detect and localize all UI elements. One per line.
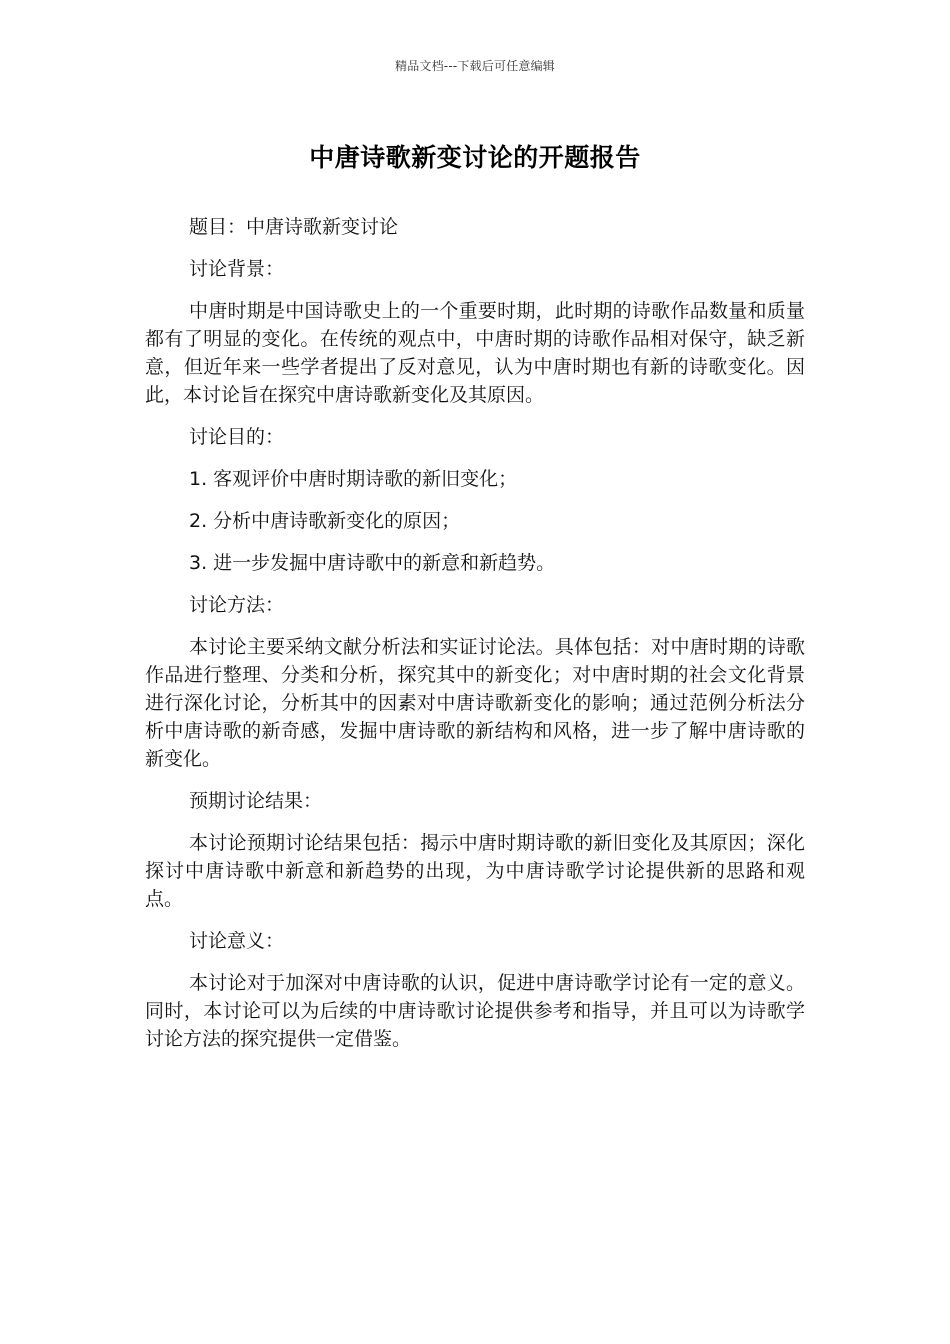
method-paragraph: 本讨论主要采纳文献分析法和实证讨论法。具体包括：对中唐时期的诗歌作品进行整理、分类和分析，探究其中的新变化；对中唐时期的社会文化背景进行深化讨论，分析其中的因素对中唐诗歌新变化的影响；通过范例分析法分析中唐诗歌的新奇感，发掘中唐诗歌的新结构和风格，进一步了解中唐诗歌的新变化。 bbox=[145, 636, 805, 770]
section-heading-significance: 讨论意义： bbox=[189, 930, 285, 952]
topic-line: 题目：中唐诗歌新变讨论 bbox=[189, 216, 399, 238]
purpose-item-2: 2. 分析中唐诗歌新变化的原因； bbox=[189, 510, 461, 532]
purpose-item-1: 1. 客观评价中唐时期诗歌的新旧变化； bbox=[189, 468, 518, 490]
significance-paragraph: 本讨论对于加深对中唐诗歌的认识，促进中唐诗歌学讨论有一定的意义。同时，本讨论可以为后续的中唐诗歌讨论提供参考和指导，并且可以为诗歌学讨论方法的探究提供一定借鉴。 bbox=[145, 972, 805, 1050]
section-heading-background: 讨论背景： bbox=[189, 258, 285, 280]
expected-results-paragraph: 本讨论预期讨论结果包括：揭示中唐时期诗歌的新旧变化及其原因；深化探讨中唐诗歌中新意和新趋势的出现，为中唐诗歌学讨论提供新的思路和观点。 bbox=[145, 832, 805, 910]
section-heading-expected-results: 预期讨论结果： bbox=[189, 790, 323, 812]
purpose-item-3: 3. 进一步发掘中唐诗歌中的新意和新趋势。 bbox=[189, 552, 556, 574]
section-heading-method: 讨论方法： bbox=[189, 594, 285, 616]
section-heading-purpose: 讨论目的： bbox=[189, 426, 285, 448]
header-note: 精品文档---下载后可任意编辑 bbox=[395, 59, 555, 73]
background-paragraph: 中唐时期是中国诗歌史上的一个重要时期，此时期的诗歌作品数量和质量都有了明显的变化。在传统的观点中，中唐时期的诗歌作品相对保守，缺乏新意，但近年来一些学者提出了反对意见，认为中唐时期也有新的诗歌变化。因此，本讨论旨在探究中唐诗歌新变化及其原因。 bbox=[145, 300, 805, 406]
document-body bbox=[145, 213, 805, 1067]
document-title: 中唐诗歌新变讨论的开题报告 bbox=[309, 143, 641, 172]
